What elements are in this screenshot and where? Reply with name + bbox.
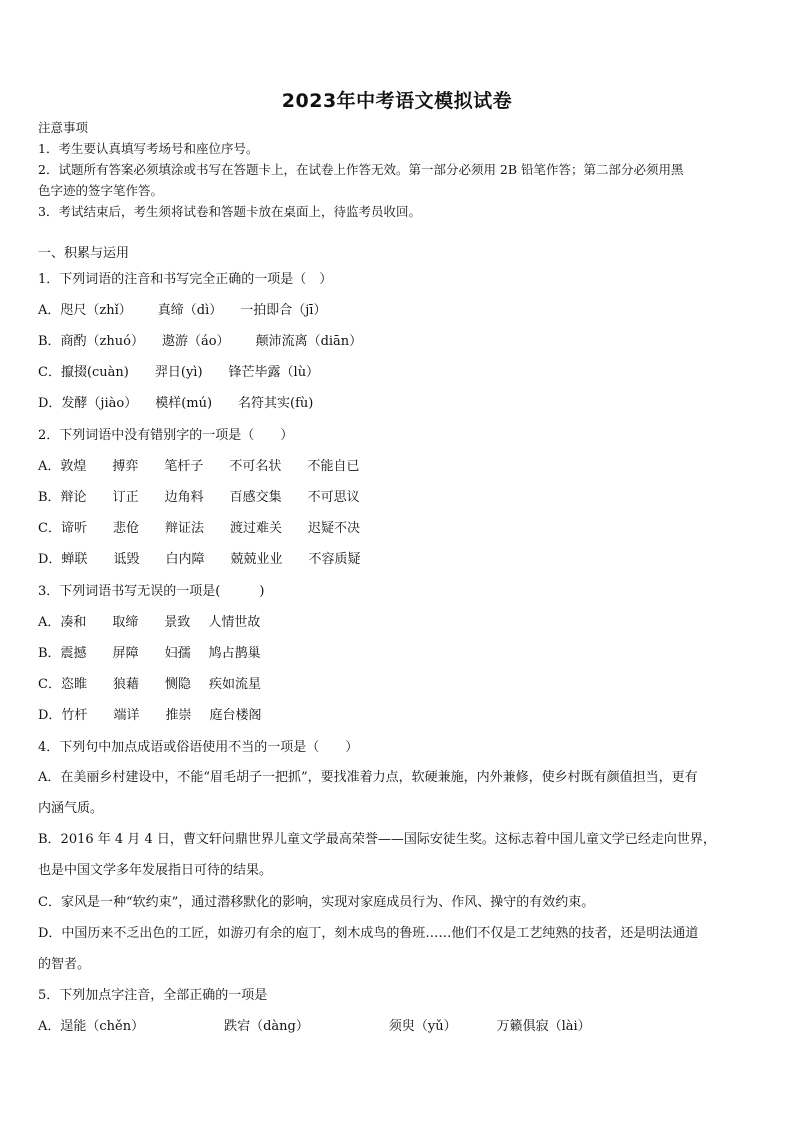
option-text: 模样(mú) — [155, 396, 213, 411]
option-text: 笔杆子 — [164, 459, 204, 474]
option-text: 颠沛流离（diān） — [255, 334, 363, 349]
option-text: A．凑和 — [38, 615, 87, 630]
q3-option-b — [38, 646, 261, 662]
option-text: 迟疑不决 — [308, 521, 361, 536]
option-text: D．蝉联 — [38, 552, 88, 567]
option-text: 狼藉 — [112, 677, 139, 692]
option-text: 跌宕（dàng） — [224, 1019, 309, 1034]
option-text: 羿日(yì) — [154, 365, 203, 380]
q3-option-a — [38, 615, 260, 631]
q3-option-d — [38, 708, 261, 724]
option-text: D．发酵（jiào） — [38, 396, 138, 411]
option-text: 恻隐 — [164, 677, 191, 692]
option-text: B．辩论 — [38, 490, 87, 505]
question-5-stem: 5．下列加点字注音，全部正确的一项是 — [38, 988, 268, 1003]
notice-heading: 注意事项 — [38, 120, 89, 135]
option-text: 须臾（yǔ） — [388, 1019, 457, 1034]
option-text: 不容质疑 — [308, 552, 361, 567]
option-text: 一拍即合（jī） — [240, 303, 327, 318]
q1-option-a — [38, 303, 326, 319]
q4-option-text: 的智者。 — [38, 957, 91, 972]
q4-option-text: A．在美丽乡村建设中，不能“眉毛胡子一把抓”，要找准着力点，软硬兼施，内外兼修，使乡村既有颜值担当，更有 — [38, 770, 698, 785]
option-text: B．震撼 — [38, 646, 87, 661]
page-title: 2023年中考语文模拟试卷 — [281, 90, 513, 112]
option-text: 推崇 — [165, 708, 192, 723]
option-text: 不可名状 — [229, 459, 282, 474]
option-text: 真缔（dì） — [157, 303, 223, 318]
option-text: C．恣睢 — [38, 677, 87, 692]
question-4-stem: 4．下列句中加点成语或俗语使用不当的一项是（ ） — [38, 740, 359, 755]
section-heading: 一、积累与运用 — [38, 246, 130, 261]
q4-option-text: D．中国历来不乏出色的工匠，如游刃有余的庖丁，刻木成鸟的鲁班……他们不仅是工艺纯熟的技者，还是明法通道 — [38, 926, 699, 941]
option-text: B．商酌（zhuó） — [38, 334, 144, 349]
option-text: A．敦煌 — [38, 459, 87, 474]
question-1-stem: 1．下列词语的注音和书写完全正确的一项是（ ） — [38, 272, 333, 287]
q1-option-b — [38, 334, 362, 350]
option-text: 屏障 — [112, 646, 139, 661]
option-text: 渡过难关 — [229, 521, 282, 536]
option-text: 搏弈 — [112, 459, 139, 474]
q2-option-a — [38, 459, 359, 475]
question-2-stem: 2．下列词语中没有错别字的一项是（ ） — [38, 428, 294, 443]
option-text: 遨游（áo） — [161, 334, 230, 349]
option-text: 悲伧 — [112, 521, 139, 536]
notice-item: 2．试题所有答案必须填涂或书写在答题卡上，在试卷上作答无效。第一部分必须用 2B 铅笔作答；第二部分必须用黑 — [38, 162, 684, 177]
notice-item: 3．考试结束后，考生须将试卷和答题卡放在桌面上，待监考员收回。 — [38, 204, 421, 219]
option-text: 万籁俱寂（lài） — [496, 1019, 591, 1034]
option-text: 不可思议 — [307, 490, 360, 505]
option-text: 辩证法 — [164, 521, 204, 536]
question-3-stem: 3．下列词语书写无误的一项是( ) — [38, 584, 265, 599]
option-text: A．逞能（chěn） — [38, 1019, 145, 1034]
option-text: 妇孺 — [164, 646, 191, 661]
option-text: 鸠占鹊巢 — [208, 646, 261, 661]
option-text: 景致 — [164, 615, 191, 630]
option-text: 订正 — [112, 490, 139, 505]
q1-option-c — [38, 365, 319, 381]
option-text: 人情世故 — [208, 615, 261, 630]
q2-option-b — [38, 490, 360, 506]
q2-option-d — [38, 552, 361, 568]
option-text: 百感交集 — [229, 490, 282, 505]
q4-option-text: B．2016 年 4 月 4 日，曹文轩问鼎世界儿童文学最高荣誉——国际安徒生奖。这标志着中国儿童文学已经走向世界， — [38, 832, 716, 847]
option-text: 白内障 — [165, 552, 205, 567]
option-text: D．竹杆 — [38, 708, 88, 723]
option-text: 取缔 — [112, 615, 139, 630]
q4-option-text: 也是中国文学多年发展指日可待的结果。 — [38, 863, 273, 878]
q4-option-text: C．家风是一种“软约束”，通过潜移默化的影响，实现对家庭成员行为、作风、操守的有效约束。 — [38, 895, 595, 910]
option-text: 诋毁 — [113, 552, 140, 567]
option-text: C．谛听 — [38, 521, 87, 536]
option-text: 边角料 — [164, 490, 204, 505]
option-text: 不能自已 — [307, 459, 360, 474]
q2-option-c — [38, 521, 360, 537]
q3-option-c — [38, 677, 261, 693]
option-text: 端详 — [113, 708, 140, 723]
q5-option-a — [38, 1019, 591, 1035]
option-text: C．攛掇(cuàn) — [38, 365, 129, 380]
option-text: 疾如流星 — [208, 677, 261, 692]
option-text: A．咫尺（zhǐ） — [38, 303, 132, 318]
option-text: 兢兢业业 — [230, 552, 283, 567]
q1-option-d — [38, 396, 313, 412]
notice-item: 色字迹的签字笔作答。 — [38, 183, 164, 198]
notice-item: 1．考生要认真填写考场号和座位序号。 — [38, 141, 259, 156]
option-text: 名符其实(fù) — [238, 396, 314, 411]
q4-option-text: 内涵气质。 — [38, 801, 104, 816]
option-text: 庭台楼阁 — [209, 708, 262, 723]
option-text: 锋芒毕露（lù） — [228, 365, 320, 380]
